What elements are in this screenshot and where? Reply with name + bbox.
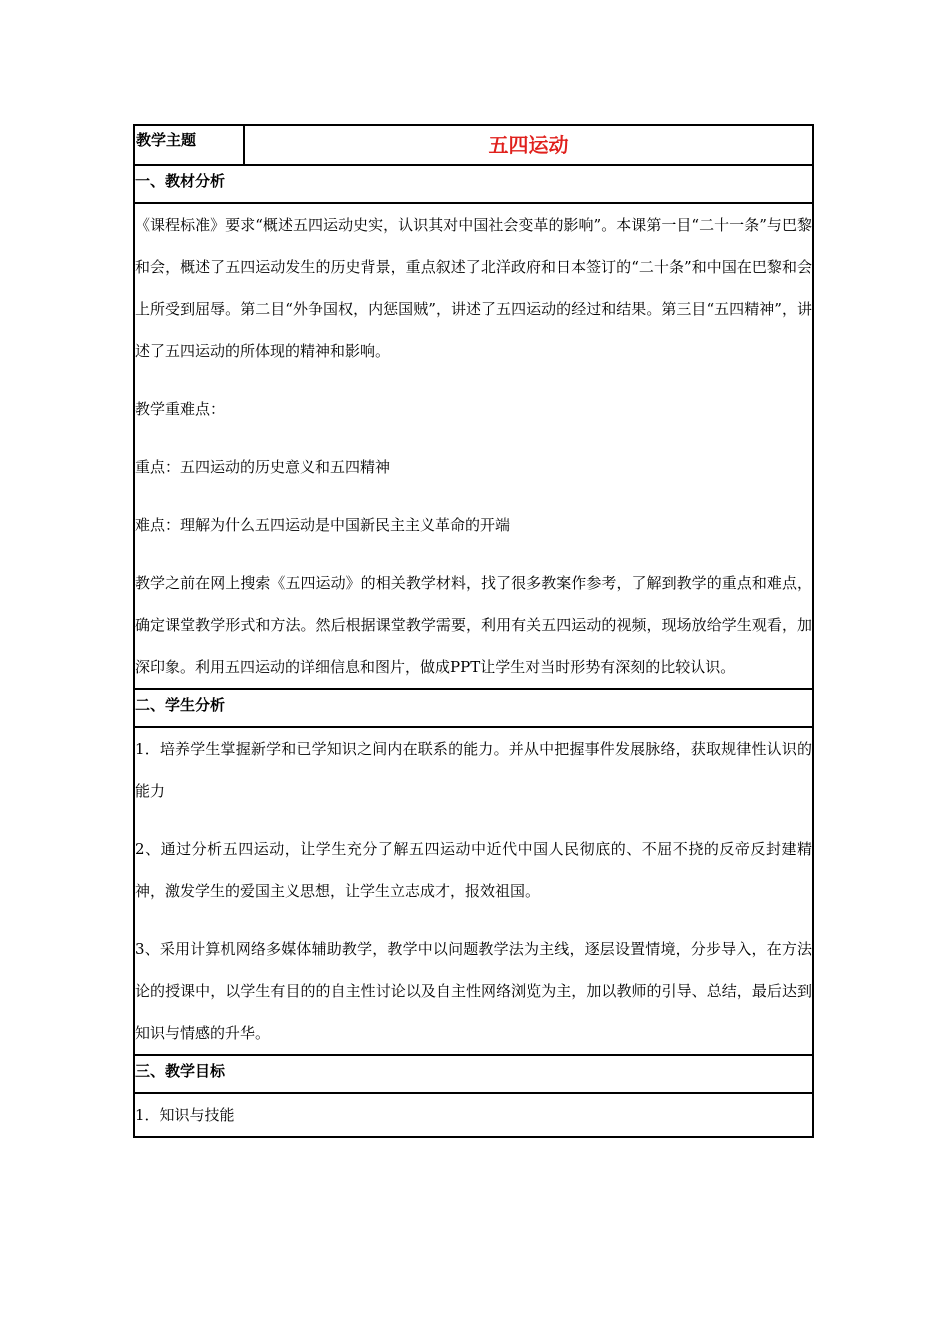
section-content-row — [134, 1093, 813, 1137]
section-content-row — [134, 203, 813, 689]
section-heading-textbook-analysis: 一、教材分析 — [134, 165, 813, 203]
section-content-row — [134, 727, 813, 1055]
paragraph: 《课程标准》要求“概述五四运动史实，认识其对中国社会变革的影响”。本课第一目“二十一条”与巴黎和会，概述了五四运动发生的历史背景，重点叙述了北洋政府和日本签订的“二十条”和中国在巴黎和会上所受到屈辱。第二目“外争国权，内惩国贼”，讲述了五四运动的经过和结果。第三目“五四精神”，讲述了五四运动的所体现的精神和影响。 — [135, 216, 812, 360]
header-row — [134, 125, 813, 165]
paragraph: 教学重难点： — [135, 400, 226, 418]
section-content-teaching-goals — [134, 1093, 813, 1137]
section-heading-teaching-goals: 三、教学目标 — [134, 1055, 813, 1093]
topic-label-cell — [134, 125, 244, 165]
paragraph: 教学之前在网上搜索《五四运动》的相关教学材料，找了很多教案作参考，了解到教学的重点和难点，确定课堂教学形式和方法。然后根据课堂教学需要，利用有关五四运动的视频，现场放给学生观看，加深印象。利用五四运动的详细信息和图片，做成PPT让学生对当时形势有深刻的比较认识。 — [135, 574, 812, 676]
paragraph: 1．知识与技能 — [135, 1106, 235, 1124]
topic-title-cell — [244, 125, 813, 165]
section-heading-row — [134, 1055, 813, 1093]
paragraph: 难点：理解为什么五四运动是中国新民主主义革命的开端 — [135, 516, 511, 534]
section-content-textbook-analysis — [134, 203, 813, 689]
section-content-student-analysis — [134, 727, 813, 1055]
paragraph: 3、采用计算机网络多媒体辅助教学，教学中以问题教学法为主线，逐层设置情境，分步导入，在方法论的授课中，以学生有目的的自主性讨论以及自主性网络浏览为主，加以教师的引导、总结，最后达到知识与情感的升华。 — [135, 940, 812, 1042]
paragraph: 重点：五四运动的历史意义和五四精神 — [135, 458, 391, 476]
section-heading-student-analysis: 二、学生分析 — [134, 689, 813, 727]
section-heading-row — [134, 689, 813, 727]
section-heading-row — [134, 165, 813, 203]
paragraph: 1．培养学生掌握新学和已学知识之间内在联系的能力。并从中把握事件发展脉络，获取规律性认识的能力 — [135, 740, 812, 800]
topic-title: 五四运动 — [488, 133, 569, 157]
paragraph: 2、通过分析五四运动，让学生充分了解五四运动中近代中国人民彻底的、不屈不挠的反帝反封建精神，激发学生的爱国主义思想，让学生立志成才，报效祖国。 — [135, 840, 812, 900]
topic-label: 教学主题 — [136, 131, 197, 149]
lesson-plan-table — [133, 124, 814, 1138]
